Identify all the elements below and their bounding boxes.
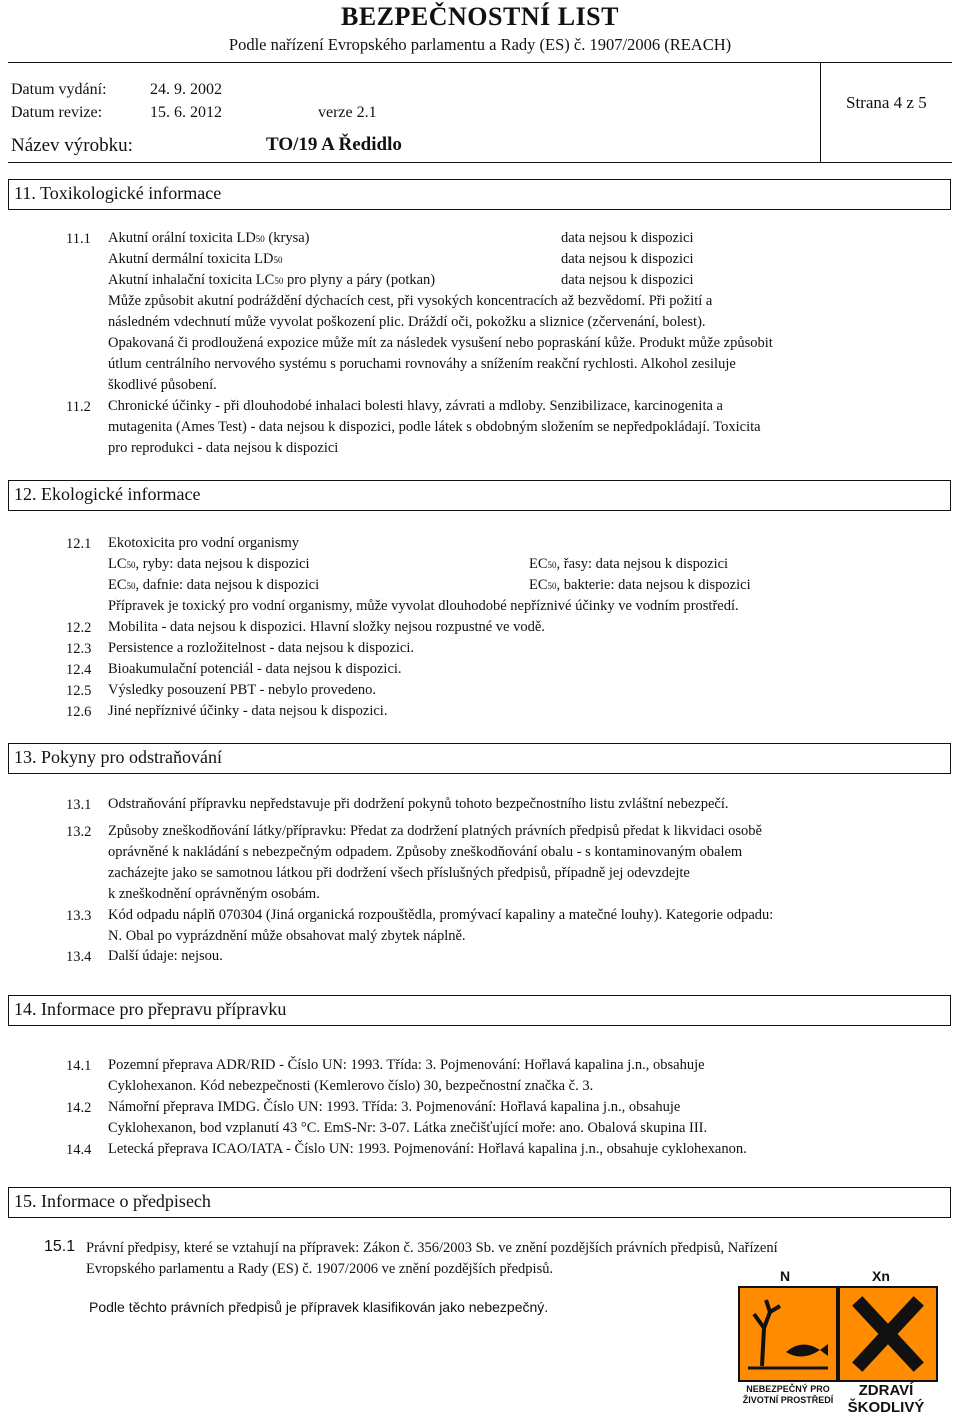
issue-date-value: 24. 9. 2002 [150,81,222,98]
revision-date-label: Datum revize: [11,104,103,121]
document-title: BEZPEČNOSTNÍ LIST [341,2,619,31]
classification-statement: Podle těchto právních předpisů je přípravek klasifikován jako nebezpečný. [89,1299,549,1315]
header-divider [8,62,952,63]
product-name-label: Název výrobku: [11,135,133,156]
ecotoxicity-title: Ekotoxicita pro vodní organismy [108,535,300,551]
product-name-value: TO/19 A Ředidlo [266,134,402,155]
toxicity-paragraph-line-5: škodlivé působení. [108,377,217,393]
item-11-1-number: 11.1 [66,231,91,247]
item-14-2-number: 14.2 [66,1100,92,1116]
item-13-1-text: Odstraňování přípravku nepředstavuje při dodržení pokynů tohoto bezpečnostního listu zvláštní nebezpečí. [108,796,729,812]
item-15-1-line-2: Evropského parlamentu a Rady (ES) č. 1907/2006 ve znění pozdějších předpisů. [86,1261,554,1277]
section-13-heading: 13. Pokyny pro odstraňování [8,743,951,774]
cross-icon [838,1286,938,1382]
item-14-2-line-2: Cyklohexanon, bod vzplanutí 43 °C. EmS-Nr: 3-07. Látka znečišťující moře: ano. Obalová skupina III. [108,1120,708,1136]
toxicity-paragraph-line-1: Může způsobit akutní podráždění dýchacích cest, při vysokých koncentracích až bezvědomí. Při požití a [108,293,713,309]
dermal-toxicity-value: data nejsou k dispozici [561,251,694,267]
header-vertical-divider [820,62,821,162]
toxicity-paragraph-line-2: následném vdechnutí může vyvolat poškození plic. Dráždí oči, pokožku a sliznice (zčervenání, bolest). [108,314,706,330]
header-bottom-divider [8,162,952,163]
item-13-2-line-2: oprávněné k nakládání s nebezpečným odpadem. Způsoby zneškodňování obalu - s kontaminovaným obalem [108,844,743,860]
acute-dermal-toxicity: Akutní dermální toxicita LD50 [108,251,283,267]
page-number: Strana 4 z 5 [846,93,927,112]
item-12-5-number: 12.5 [66,683,92,699]
symbol-n-letter: N [780,1268,791,1284]
toxic-for-aquatic-organisms: Přípravek je toxický pro vodní organismy, může vyvolat dlouhodobé nepříznivé účinky ve vodním prostředí. [108,598,739,614]
item-12-6-text: Jiné nepříznivé účinky - data nejsou k dispozici. [108,703,388,719]
symbol-n-caption-1: NEBEZPEČNÝ PRO [746,1384,830,1394]
ec50-daphnia: EC50, dafnie: data nejsou k dispozici [108,577,320,593]
item-14-2-line-1: Námořní přeprava IMDG. Číslo UN: 1993. Třída: 3. Pojmenování: Hořlavá kapalina j.n., obsahuje [108,1099,681,1115]
chronic-effects-line-3: pro reprodukci - data nejsou k dispozici [108,440,339,456]
item-13-3-line-2: N. Obal po vyprázdnění může obsahovat malý zbytek náplně. [108,928,466,944]
version-label: verze 2.1 [318,104,377,121]
chronic-effects-line-1: Chronické účinky - při dlouhodobé inhalaci bolesti hlavy, závrati a mdloby. Senzibilizace, karcinogenita a [108,398,723,414]
dead-tree-fish-icon [738,1286,838,1382]
chronic-effects-line-2: mutagenita (Ames Test) - data nejsou k dispozici, podle látek s obdobným složením se nepředpokládají. Toxicita [108,419,761,435]
section-11-heading: 11. Toxikologické informace [8,179,951,210]
revision-date-value: 15. 6. 2012 [150,104,222,121]
document-subtitle: Podle nařízení Evropského parlamentu a Rady (ES) č. 1907/2006 (REACH) [228,35,732,54]
symbol-xn-caption-2: ŠKODLIVÝ [847,1399,925,1416]
item-12-3-text: Persistence a rozložitelnost - data nejsou k dispozici. [108,640,415,656]
section-14-heading: 14. Informace pro přepravu přípravku [8,995,951,1026]
item-12-4-text: Bioakumulační potenciál - data nejsou k dispozici. [108,661,402,677]
lc50-fish: LC50, ryby: data nejsou k dispozici [108,556,310,572]
toxicity-paragraph-line-4: útlum centrálního nervového systému s poruchami rovnováhy a snížením reakční rychlosti. Alkohol zesiluje [108,356,736,372]
item-12-2-number: 12.2 [66,620,92,636]
issue-date-label: Datum vydání: [11,81,107,98]
item-14-1-number: 14.1 [66,1058,92,1074]
item-14-1-line-1: Pozemní přeprava ADR/RID - Číslo UN: 1993. Třída: 3. Pojmenování: Hořlavá kapalina j.n., obsahuje [108,1057,705,1073]
item-15-1-number: 15.1 [44,1238,76,1255]
acute-inhalation-toxicity: Akutní inhalační toxicita LC50 pro plyny a páry (potkan) [108,272,436,288]
item-12-4-number: 12.4 [66,662,92,678]
item-14-4-text: Letecká přeprava ICAO/IATA - Číslo UN: 1993. Pojmenování: Hořlavá kapalina j.n., obsahuje cyklohexanon. [108,1141,747,1157]
section-15-heading: 15. Informace o předpisech [8,1187,951,1218]
acute-oral-toxicity: Akutní orální toxicita LD50 (krysa) [108,230,310,246]
item-12-6-number: 12.6 [66,704,92,720]
ec50-algae: EC50, řasy: data nejsou k dispozici [529,556,729,572]
symbol-xn-caption-1: ZDRAVÍ [858,1382,914,1399]
item-14-1-line-2: Cyklohexanon. Kód nebezpečnosti (Kemlerovo číslo) 30, bezpečnostní značka č. 3. [108,1078,594,1094]
item-13-4-number: 13.4 [66,949,92,965]
item-12-5-text: Výsledky posouzení PBT - nebylo provedeno. [108,682,376,698]
symbol-n-caption-2: ŽIVOTNÍ PROSTŘEDÍ [742,1395,834,1405]
item-12-3-number: 12.3 [66,641,92,657]
item-11-2-number: 11.2 [66,399,91,415]
item-13-2-line-3: zacházejte jako se samotnou látkou při dodržení všech příslušných předpisů, případně jej odevzdejte [108,865,690,881]
symbol-xn-letter: Xn [872,1268,890,1284]
oral-toxicity-value: data nejsou k dispozici [561,230,694,246]
item-13-3-number: 13.3 [66,908,92,924]
item-14-4-number: 14.4 [66,1142,92,1158]
section-12-heading: 12. Ekologické informace [8,480,951,511]
inhalation-toxicity-value: data nejsou k dispozici [561,272,694,288]
item-12-2-text: Mobilita - data nejsou k dispozici. Hlavní složky nejsou rozpustné ve vodě. [108,619,545,635]
item-12-1-number: 12.1 [66,536,92,552]
ec50-bacteria: EC50, bakterie: data nejsou k dispozici [529,577,751,593]
item-13-2-line-4: k zneškodnění oprávněným osobám. [108,886,320,902]
toxicity-paragraph-line-3: Opakovaná či prodloužená expozice může mít za následek vysušení nebo popraskání kůže. Produkt může způsobit [108,335,773,351]
item-13-3-line-1: Kód odpadu náplň 070304 (Jiná organická rozpouštědla, promývací kapaliny a matečné louhy). Kategorie odpadu: [108,907,774,923]
item-15-1-line-1: Právní předpisy, které se vztahují na přípravek: Zákon č. 356/2003 Sb. ve znění pozdějších právních předpisů, Nařízení [86,1240,778,1256]
item-13-2-number: 13.2 [66,824,92,840]
item-13-1-number: 13.1 [66,797,92,813]
item-13-4-text: Další údaje: nejsou. [108,948,223,964]
item-13-2-line-1: Způsoby zneškodňování látky/přípravku: Předat za dodržení platných právních předpisů předat k likvidaci osobě [108,823,762,839]
